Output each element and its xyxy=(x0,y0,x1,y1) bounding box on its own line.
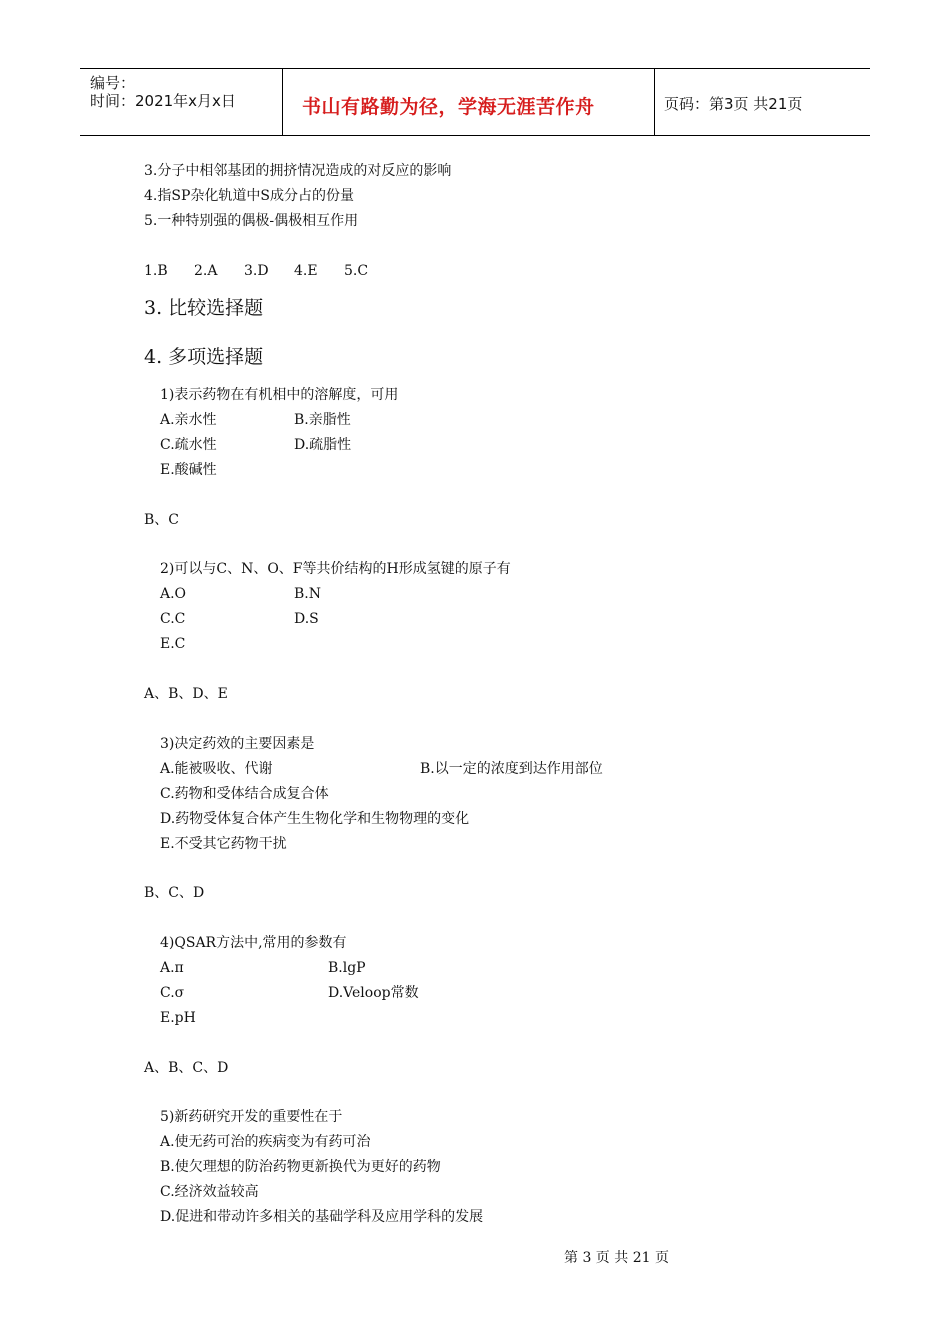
page-header xyxy=(80,68,870,136)
option-c: C.药物和受体结合成复合体 xyxy=(160,786,329,802)
option-d: D.药物受体复合体产生生物化学和生物物理的变化 xyxy=(160,811,470,827)
header-motto: 书山有路勤为径，学海无涯苦作舟 xyxy=(302,96,595,118)
option-b: B.lgP xyxy=(328,960,366,976)
time-label: 时间：2021年x月x日 xyxy=(90,92,236,110)
option-b: B.N xyxy=(294,586,321,602)
question-stem: 3)决定药效的主要因素是 xyxy=(160,736,315,752)
option-a: A.亲水性 xyxy=(160,412,217,428)
option-c: C.疏水性 xyxy=(160,437,217,453)
answer-item: 4.E xyxy=(294,263,318,279)
option-c: C.C xyxy=(160,611,186,627)
option-d: D.促进和带动许多相关的基础学科及应用学科的发展 xyxy=(160,1209,484,1225)
answer-item: 2.A xyxy=(194,263,218,279)
option-e: E.C xyxy=(160,636,186,652)
option-b: B.亲脂性 xyxy=(294,412,351,428)
answer-item: 1.B xyxy=(144,263,168,279)
option-a: A.能被吸收、代谢 xyxy=(160,761,273,777)
definition-5: 5.一种特别强的偶极-偶极相互作用 xyxy=(144,213,359,229)
question-stem: 5)新药研究开发的重要性在于 xyxy=(160,1109,343,1125)
definition-4: 4.指SP杂化轨道中S成分占的份量 xyxy=(144,188,354,204)
section-heading-4: 4. 多项选择题 xyxy=(144,346,264,368)
option-c: C.σ xyxy=(160,985,185,1001)
option-d: D.Veloop常数 xyxy=(328,985,419,1001)
question-stem: 2)可以与C、N、O、F等共价结构的H形成氢键的原子有 xyxy=(160,561,511,577)
option-a: A.O xyxy=(160,586,187,602)
header-top-rule xyxy=(80,68,870,69)
option-d: D.S xyxy=(294,611,319,627)
option-e: E.不受其它药物干扰 xyxy=(160,836,287,852)
page-footer: 第 3 页 共 21 页 xyxy=(564,1250,669,1266)
question-answer: A、B、C、D xyxy=(144,1060,229,1076)
page-info: 页码：第3页 共21页 xyxy=(664,95,803,113)
answer-item: 5.C xyxy=(344,263,369,279)
question-answer: B、C xyxy=(144,512,179,528)
option-a: A.使无药可治的疾病变为有药可治 xyxy=(160,1134,371,1150)
header-divider-right xyxy=(654,68,655,136)
definition-3: 3.分子中相邻基团的拥挤情况造成的对反应的影响 xyxy=(144,163,452,179)
question-answer: B、C、D xyxy=(144,885,205,901)
option-d: D.疏脂性 xyxy=(294,437,352,453)
option-e: E.酸碱性 xyxy=(160,462,217,478)
header-divider-left xyxy=(282,68,283,136)
question-answer: A、B、D、E xyxy=(144,686,228,702)
option-a: A.π xyxy=(160,960,184,976)
header-bottom-rule xyxy=(80,135,870,136)
question-stem: 1)表示药物在有机相中的溶解度，可用 xyxy=(160,387,399,403)
serial-label: 编号： xyxy=(90,74,136,92)
option-e: E.pH xyxy=(160,1010,196,1026)
question-stem: 4)QSAR方法中,常用的参数有 xyxy=(160,935,347,951)
answer-item: 3.D xyxy=(244,263,269,279)
option-b: B.以一定的浓度到达作用部位 xyxy=(420,761,603,777)
option-c: C.经济效益较高 xyxy=(160,1184,259,1200)
section-heading-3: 3. 比较选择题 xyxy=(144,297,264,319)
option-b: B.使欠理想的防治药物更新换代为更好的药物 xyxy=(160,1159,441,1175)
